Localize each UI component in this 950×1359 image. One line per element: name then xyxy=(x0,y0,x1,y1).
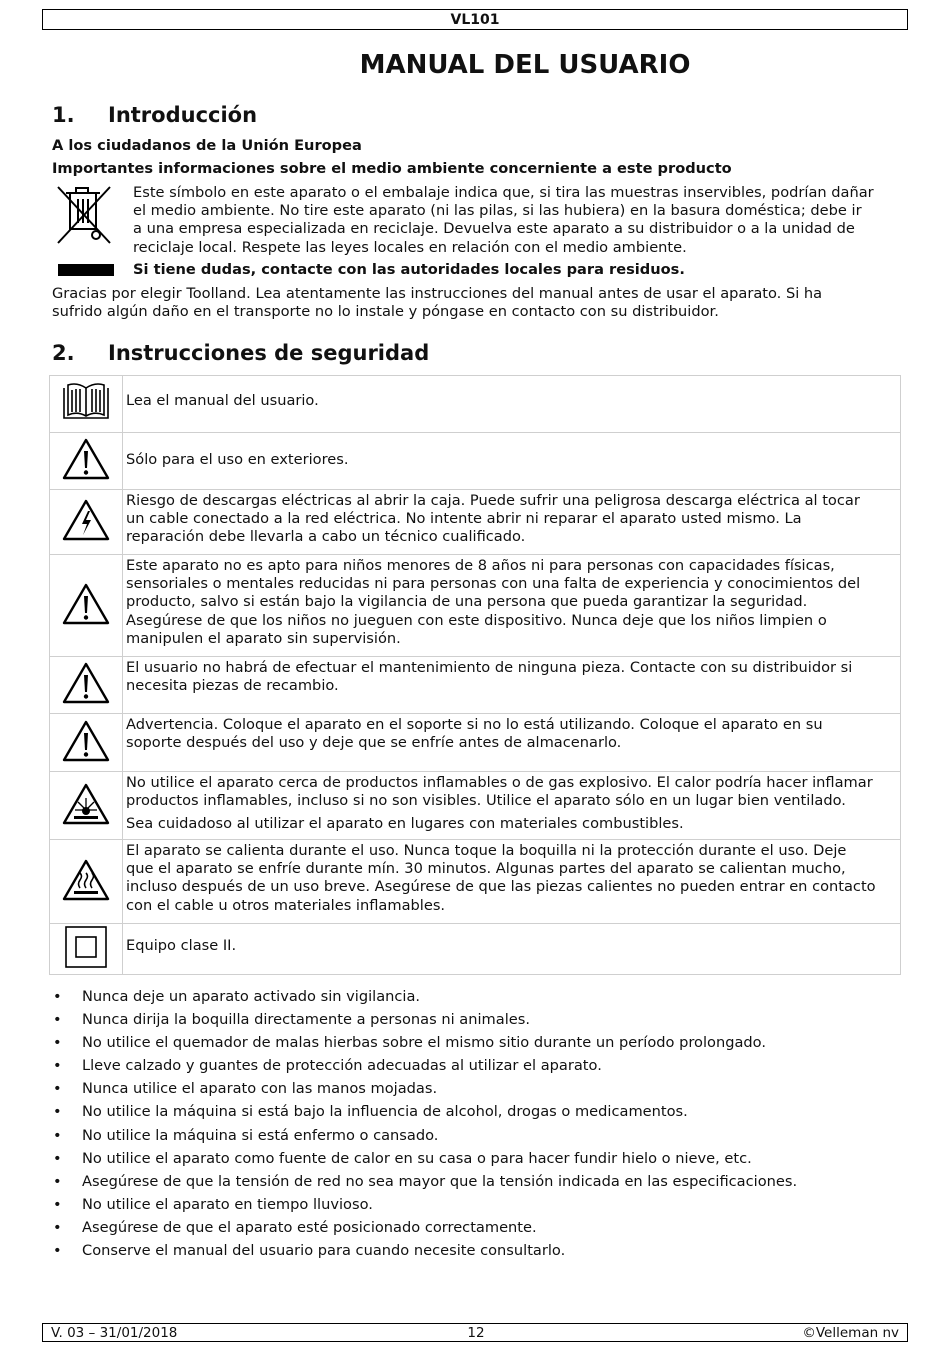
page-header xyxy=(42,9,908,30)
model-number: VL101 xyxy=(450,12,500,28)
safety-text: El usuario no habrá de efectuar el mantenimiento de ninguna pieza. Contacte con su distribuidor si necesita piezas de recambio. xyxy=(123,657,901,714)
safety-text: Advertencia. Coloque el aparato en el soporte si no lo está utilizando. Coloque el aparato en su soporte después del uso y deje que se enfríe antes de almacenarlo. xyxy=(123,714,901,772)
safety-row xyxy=(50,657,901,714)
safety-text: Riesgo de descargas eléctricas al abrir la caja. Puede sufrir una peligrosa descarga eléctrica al tocar un cable conectado a la red eléctrica. No intente abrir ni reparar el aparato usted mismo. La reparación debe llevarla a cabo un técnico cualificado. xyxy=(123,490,901,555)
list-item: • Nunca utilice el aparato con las manos mojadas. xyxy=(52,1077,912,1100)
list-item: • No utilice el aparato en tiempo lluvioso. xyxy=(52,1193,912,1216)
hot-surface-icon xyxy=(62,858,110,902)
list-item: • No utilice la máquina si está enfermo o cansado. xyxy=(52,1124,912,1147)
list-item: • No utilice el quemador de malas hierbas sobre el mismo sitio durante un período prolongado. xyxy=(52,1031,912,1054)
safety-row xyxy=(50,840,901,924)
safety-text: Equipo clase II. xyxy=(123,924,901,975)
copyright: ©Velleman nv xyxy=(802,1325,899,1341)
page-footer xyxy=(42,1323,908,1342)
section-heading-seguridad: 2. Instrucciones de seguridad xyxy=(52,341,430,365)
weee-bin-icon xyxy=(54,183,116,249)
safety-text: No utilice el aparato cerca de productos inflamables o de gas explosivo. El calor podría hacer inflamar productos inflamables, incluso si no son visibles. Utilice el aparato sólo en un lugar bien ventilado. Sea cuidadoso al utilizar el aparato en lugares con materiales combustibles. xyxy=(123,772,901,840)
list-item: • Conserve el manual del usuario para cuando necesite consultarlo. xyxy=(52,1239,912,1262)
list-item: • Nunca dirija la boquilla directamente a personas ni animales. xyxy=(52,1008,912,1031)
safety-text: Lea el manual del usuario. xyxy=(123,376,901,433)
safety-row xyxy=(50,433,901,490)
list-item: • Lleve calzado y guantes de protección adecuadas al utilizar el aparato. xyxy=(52,1054,912,1077)
warning-icon xyxy=(62,582,110,626)
weee-bar xyxy=(58,264,114,276)
safety-row xyxy=(50,490,901,555)
safety-table xyxy=(49,375,901,975)
explosive-icon xyxy=(62,782,110,826)
list-item: • No utilice la máquina si está bajo la influencia de alcohol, drogas o medicamentos. xyxy=(52,1100,912,1123)
electric-shock-icon xyxy=(62,498,110,542)
safety-row xyxy=(50,714,901,772)
section-heading-introduccion: 1. Introducción xyxy=(52,103,258,127)
warning-icon xyxy=(62,437,110,481)
safety-row xyxy=(50,924,901,975)
subheading-eu: A los ciudadanos de la Unión Europea xyxy=(52,137,362,154)
safety-row xyxy=(50,772,901,840)
document-title: MANUAL DEL USUARIO xyxy=(359,50,691,80)
weee-bold-note: Si tiene dudas, contacte con las autoridades locales para residuos. xyxy=(133,261,685,278)
thanks-paragraph: Gracias por elegir Toolland. Lea atentamente las instrucciones del manual antes de usar el aparato. Si ha sufrido algún daño en el transporte no lo instale y póngase en contacto con su distribuidor. xyxy=(52,285,823,321)
safety-bullet-list xyxy=(52,985,912,1262)
safety-text: Este aparato no es apto para niños menores de 8 años ni para personas con capacidades físicas, sensoriales o mentales reducidas ni para personas con una falta de experiencia y conocimientos del producto, salvo si están bajo la vigilancia de una persona que pueda garantizar la seguridad. Asegúrese de que los niños no jueguen con este dispositivo. Nunca deje que los niños limpien o manipulen el aparato sin supervisión. xyxy=(123,555,901,657)
list-item: • Asegúrese de que la tensión de red no sea mayor que la tensión indicada en las especificaciones. xyxy=(52,1170,912,1193)
warning-icon xyxy=(62,661,110,705)
safety-text: El aparato se calienta durante el uso. Nunca toque la boquilla ni la protección durante el uso. Deje que el aparato se enfríe durante mín. 30 minutos. Algunas partes del aparato se calientan mucho, incluso después de un uso breve. Asegúrese de que las piezas calientes no pueden entrar en contacto con el cable u otros materiales inflamables. xyxy=(123,840,901,924)
class-ii-icon xyxy=(64,925,108,969)
version-date: V. 03 – 31/01/2018 xyxy=(51,1325,178,1341)
warning-icon xyxy=(62,719,110,763)
weee-text: Este símbolo en este aparato o el embalaje indica que, si tira las muestras inservibles, podrían dañar el medio ambiente. No tire este aparato (ni las pilas, si las hubiera) en la basura doméstica; debe ir a una empresa especializada en reciclaje. Devuelva este aparato a su distribuidor o a la unidad de reciclaje local. Respete las leyes locales en relación con el medio ambiente. xyxy=(133,184,874,256)
page-number: 12 xyxy=(467,1325,485,1341)
safety-row xyxy=(50,376,901,433)
safety-row xyxy=(50,555,901,657)
list-item: • Nunca deje un aparato activado sin vigilancia. xyxy=(52,985,912,1008)
safety-text: Sólo para el uso en exteriores. xyxy=(123,433,901,490)
list-item: • No utilice el aparato como fuente de calor en su casa o para hacer fundir hielo o nieve, etc. xyxy=(52,1147,912,1170)
list-item: • Asegúrese de que el aparato esté posicionado correctamente. xyxy=(52,1216,912,1239)
manual-book-icon xyxy=(61,382,111,422)
subheading-environment: Importantes informaciones sobre el medio ambiente concerniente a este producto xyxy=(52,160,732,177)
